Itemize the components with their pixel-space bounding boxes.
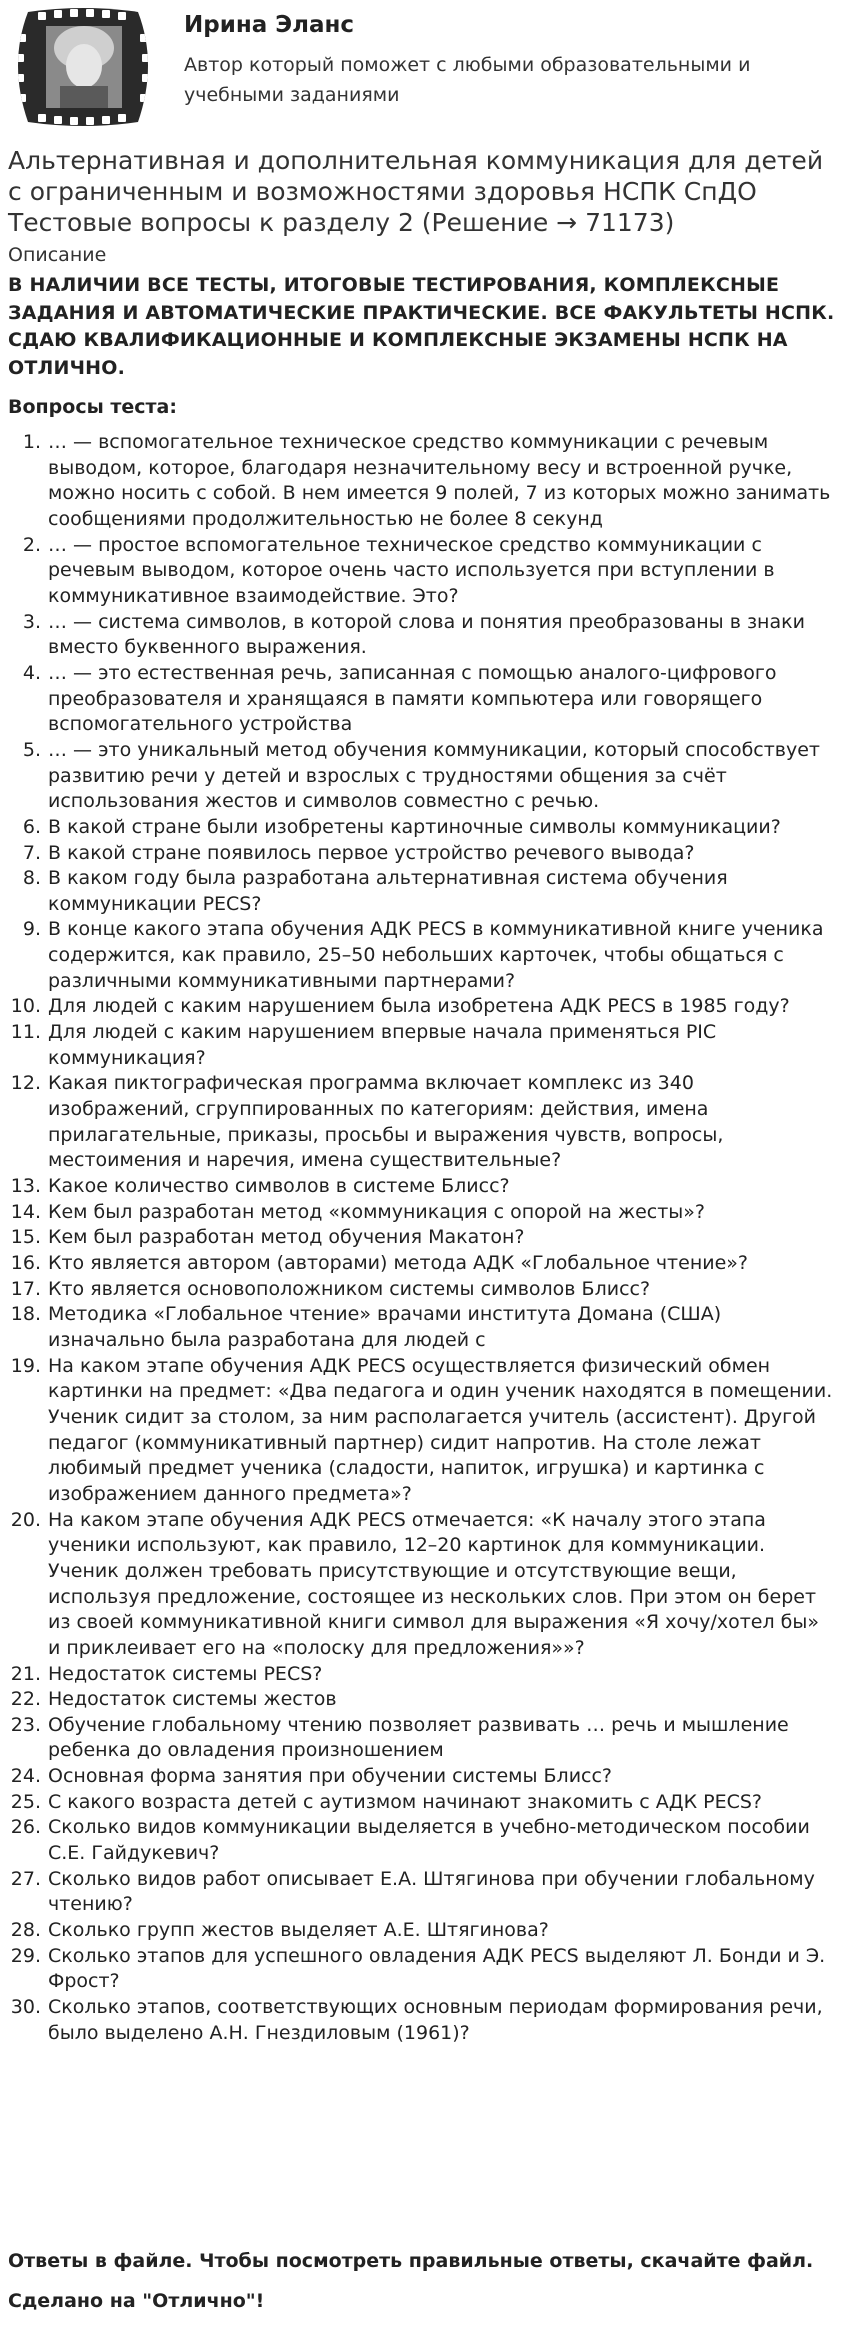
page-title: Альтернативная и дополнительная коммуникация для детей с ограниченным и возможностями здоровья НСПК СпДО Тестовые вопросы к разделу 2 (Решение → 71173) xyxy=(8,146,824,237)
questions-list xyxy=(0,430,847,2046)
question-text: На каком этапе обучения АДК PECS отмечается: «К началу этого этапа ученики используют, как правило, 12–20 картинок для коммуникации. Ученик должен требовать присутствующие и отсутствующие вещи, используя предложение, состоящее из нескольких слов. При этом он берет из своей коммуникативной книги символ для выражения «Я хочу/хотел бы» и приклеивает его на «полоску для предложения»»? xyxy=(48,1508,819,1659)
question-number: 2. xyxy=(22,533,41,556)
question-number: 15. xyxy=(10,1226,41,1249)
question-item xyxy=(0,994,847,1020)
question-item xyxy=(0,1687,847,1713)
question-text: С какого возраста детей с аутизмом начинают знакомить с АДК PECS? xyxy=(48,1790,762,1813)
notice-text: В НАЛИЧИИ ВСЕ ТЕСТЫ, ИТОГОВЫЕ ТЕСТИРОВАНИЯ, КОМПЛЕКСНЫЕ ЗАДАНИЯ И АВТОМАТИЧЕСКИЕ ПРАКТИЧЕСКИЕ. ВСЕ ФАКУЛЬТЕТЫ НСПК. СДАЮ КВАЛИФИКАЦИОННЫЕ И КОМПЛЕКСНЫЕ ЭКЗАМЕНЫ НСПК НА ОТЛИЧНО. xyxy=(8,274,835,379)
question-number: 22. xyxy=(10,1688,41,1711)
question-number: 9. xyxy=(22,918,41,941)
question-item xyxy=(0,610,847,661)
author-description: Автор который поможет с любыми образовательными и учебными заданиями xyxy=(184,54,751,106)
question-item xyxy=(0,1174,847,1200)
question-number: 26. xyxy=(10,1816,41,1839)
question-number: 5. xyxy=(22,738,41,761)
question-number: 3. xyxy=(22,610,41,633)
question-item xyxy=(0,1995,847,2046)
question-item xyxy=(0,1867,847,1918)
made-note: Сделано на "Отлично"! xyxy=(8,2290,265,2312)
question-text: Кем был разработан метод обучения Макатон? xyxy=(48,1226,525,1249)
question-number: 21. xyxy=(10,1662,41,1685)
question-number: 20. xyxy=(10,1508,41,1531)
question-number: 4. xyxy=(22,661,41,684)
question-number: 13. xyxy=(10,1175,41,1198)
question-number: 7. xyxy=(22,841,41,864)
question-item xyxy=(0,430,847,533)
question-number: 16. xyxy=(10,1252,41,1274)
question-number: 30. xyxy=(10,1996,41,2019)
question-text: Сколько видов работ описывает Е.А. Штягинова при обучении глобальному чтению? xyxy=(48,1867,815,1916)
question-item xyxy=(0,841,847,867)
question-number: 23. xyxy=(10,1713,41,1736)
question-number: 12. xyxy=(10,1072,41,1095)
question-item xyxy=(0,917,847,994)
question-text: В какой стране появилось первое устройство речевого вывода? xyxy=(48,841,695,864)
question-text: Сколько этапов для успешного овладения АДК PECS выделяют Л. Бонди и Э. Фрост? xyxy=(48,1944,826,1993)
question-text: … — система символов, в которой слова и понятия преобразованы в знаки вместо буквенного выражения. xyxy=(48,610,805,659)
question-text: Кем был разработан метод «коммуникация с опорой на жесты»? xyxy=(48,1200,706,1223)
question-item xyxy=(0,1815,847,1866)
question-number: 6. xyxy=(22,815,41,838)
question-item xyxy=(0,1944,847,1995)
question-item xyxy=(0,866,847,917)
question-item xyxy=(0,1020,847,1071)
question-text: Сколько видов коммуникации выделяется в учебно-методическом пособии С.Е. Гайдукевич? xyxy=(48,1816,810,1865)
question-text: Недостаток системы PECS? xyxy=(48,1662,323,1685)
question-number: 1. xyxy=(22,431,41,453)
question-text: Кто является основоположником системы символов Блисс? xyxy=(48,1277,651,1300)
description-label: Описание xyxy=(8,244,107,266)
question-item xyxy=(0,1764,847,1790)
answers-note: Ответы в файле. Чтобы посмотреть правильные ответы, скачайте файл. xyxy=(8,2250,814,2272)
question-number: 14. xyxy=(10,1200,41,1223)
question-item xyxy=(0,738,847,815)
question-item xyxy=(0,661,847,738)
question-item xyxy=(0,815,847,841)
question-number: 29. xyxy=(10,1944,41,1967)
question-text: Недостаток системы жестов xyxy=(48,1688,337,1711)
question-text: … — вспомогательное техническое средство коммуникации с речевым выводом, которое, благодаря незначительному весу и встроенной ручке, можно носить с собой. В нем имеется 9 полей, 7 из которых можно занимать сообщениями продолжительностью не более 8 секунд xyxy=(48,431,831,530)
question-number: 17. xyxy=(10,1277,41,1300)
question-item xyxy=(0,1277,847,1303)
question-text: Сколько групп жестов выделяет А.Е. Штягинова? xyxy=(48,1919,549,1942)
question-text: Сколько этапов, соответствующих основным периодам формирования речи, было выделено А.Н. Гнездиловым (1961)? xyxy=(48,1996,823,2044)
question-number: 27. xyxy=(10,1867,41,1890)
question-text: На каком этапе обучения АДК PECS осуществляется физический обмен картинки на предмет: «Два педагога и один ученик находятся в помещении. Ученик сидит за столом, за ним располагается учитель (ассистент). Другой педагог (коммуникативный партнер) сидит напротив. На столе лежат любимый предмет ученика (сладости, напиток, игрушка) и картинка с изображением данного предмета»? xyxy=(48,1354,833,1505)
question-text: В какой стране были изобретены картиночные символы коммуникации? xyxy=(48,815,781,838)
question-item xyxy=(0,533,847,610)
question-item xyxy=(0,1302,847,1353)
question-text: Какое количество символов в системе Блисс? xyxy=(48,1175,510,1198)
question-text: Какая пиктографическая программа включает комплекс из 340 изображений, сгруппированных по категориям: действия, имена прилагательные, приказы, просьбы и выражения чувств, вопросы, местоимения и наречия, имена существительные? xyxy=(48,1072,724,1172)
question-text: Основная форма занятия при обучении системы Блисс? xyxy=(48,1765,613,1788)
question-text: Для людей с каким нарушением была изобретена АДК PECS в 1985 году? xyxy=(48,995,790,1018)
questions-heading: Вопросы теста: xyxy=(8,396,177,418)
question-number: 11. xyxy=(10,1021,41,1044)
question-text: … — это естественная речь, записанная с помощью аналого-цифрового преобразователя и хранящаяся в памяти компьютера или говорящего вспомогательного устройства xyxy=(48,661,777,736)
author-name[interactable]: Ирина Эланс xyxy=(184,12,355,38)
question-item xyxy=(0,1225,847,1251)
question-item xyxy=(0,1200,847,1226)
question-item xyxy=(0,1071,847,1174)
question-text: Кто является автором (авторами) метода АДК «Глобальное чтение»? xyxy=(48,1252,748,1274)
question-text: В каком году была разработана альтернативная система обучения коммуникации PECS? xyxy=(48,867,728,915)
author-avatar[interactable] xyxy=(8,4,158,130)
question-text: … — простое вспомогательное техническое средство коммуникации с речевым выводом, которое очень часто используется при вступлении в коммуникативное взаимодействие. Это? xyxy=(48,533,775,607)
question-number: 19. xyxy=(10,1354,41,1377)
film-frame-avatar-image xyxy=(8,4,158,130)
question-text: Для людей с каким нарушением впервые начала применяться PIC коммуникация? xyxy=(48,1021,717,1069)
question-text: Обучение глобальному чтению позволяет развивать … речь и мышление ребенка до овладения произношением xyxy=(48,1713,789,1762)
question-text: В конце какого этапа обучения АДК PECS в коммуникативной книге ученика содержится, как правило, 25–50 небольших карточек, чтобы общаться с различными коммуникативными партнерами? xyxy=(48,918,824,992)
question-item xyxy=(0,1251,847,1277)
question-item xyxy=(0,1354,847,1508)
question-number: 28. xyxy=(10,1919,41,1942)
question-number: 8. xyxy=(22,867,41,890)
question-number: 24. xyxy=(10,1765,41,1788)
question-item xyxy=(0,1790,847,1816)
question-number: 10. xyxy=(10,995,41,1018)
question-number: 18. xyxy=(10,1303,41,1326)
question-item xyxy=(0,1662,847,1688)
question-text: … — это уникальный метод обучения коммуникации, который способствует развитию речи у детей и взрослых с трудностями общения за счёт использования жестов и символов совместно с речью. xyxy=(48,738,821,813)
question-item xyxy=(0,1508,847,1662)
question-item xyxy=(0,1713,847,1764)
author-block xyxy=(0,0,847,135)
question-item xyxy=(0,1918,847,1944)
question-text: Методика «Глобальное чтение» врачами института Домана (США) изначально была разработана для людей с xyxy=(48,1303,722,1351)
question-number: 25. xyxy=(10,1790,41,1813)
